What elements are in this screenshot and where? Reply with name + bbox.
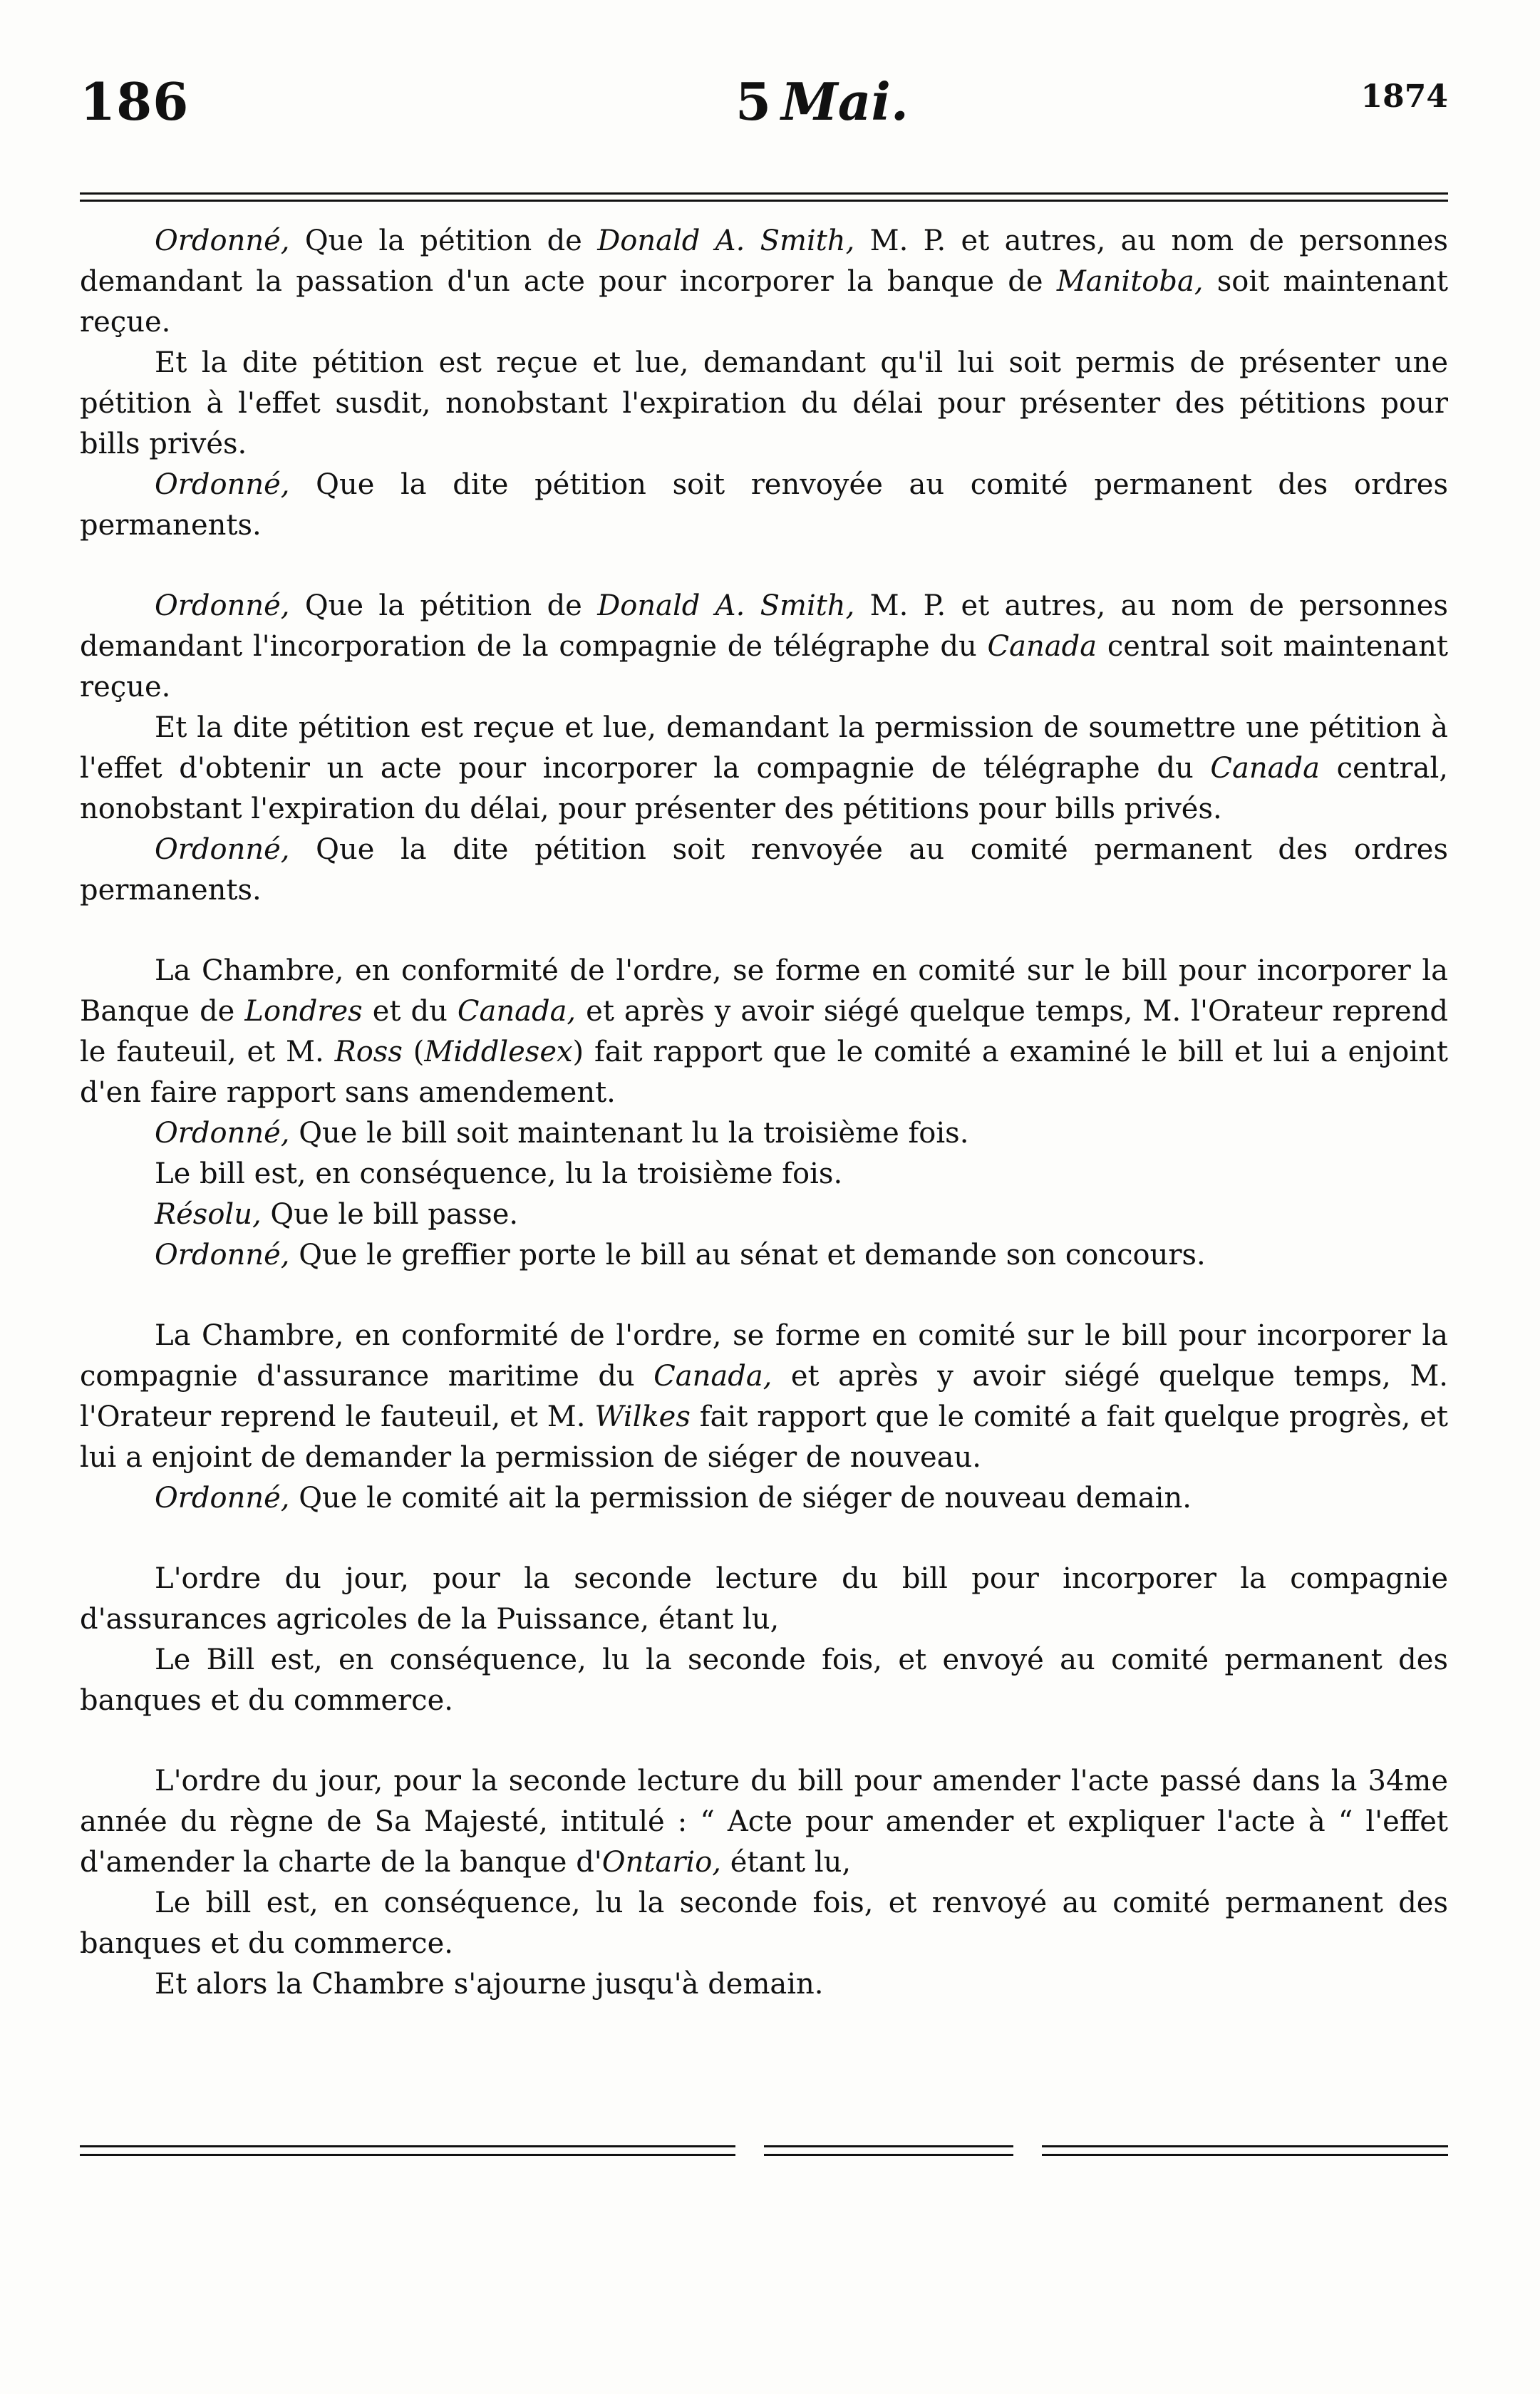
text-run: Le bill est, en conséquence, lu la seconde fois, et renvoyé au comité permanent des banques et du commerce.: [80, 1887, 1448, 1960]
text-run: M. P. et autres, au nom de personnes demandant la passation d'un acte pour incorporer la banque de: [80, 225, 1448, 298]
text-run: Le bill est, en conséquence, lu la troisième fois.: [155, 1157, 843, 1190]
entry-section: [80, 586, 1448, 911]
text-run: L'ordre du jour, pour la seconde lecture du bill pour incorporer la compagnie d'assurances agricoles de la Puissance, étant lu,: [80, 1562, 1448, 1636]
italic-text: Ordonné,: [155, 1482, 290, 1515]
header-rule: [80, 192, 1448, 195]
italic-text: Canada,: [653, 1360, 772, 1393]
text-run: Que la dite pétition soit renvoyée au comité permanent des ordres permanents.: [80, 833, 1448, 907]
text-run: Et la dite pétition est reçue et lue, demandant qu'il lui soit permis de présenter une pétition à l'effet susdit, nonobstant l'expiration du délai pour présenter des pétitions pour bills privés.: [80, 346, 1448, 460]
italic-text: Canada: [1210, 752, 1320, 785]
entry-paragraph: [80, 465, 1448, 546]
text-run: Que le bill passe.: [261, 1198, 519, 1231]
entry-paragraph: [80, 1964, 1448, 2005]
entry-paragraph: [80, 830, 1448, 911]
text-run: soit maintenant reçue.: [80, 265, 1448, 339]
journal-body: [80, 221, 1448, 2045]
entry-paragraph: [80, 1113, 1448, 1154]
entry-paragraph: [80, 1761, 1448, 1883]
entry-paragraph: [80, 1640, 1448, 1721]
entry-paragraph: [80, 1559, 1448, 1640]
entry-paragraph: [80, 1195, 1448, 1235]
text-run: Que le comité ait la permission de siéger de nouveau demain.: [289, 1482, 1192, 1515]
page-number: 186: [80, 71, 190, 132]
header-date: [735, 71, 909, 132]
text-run: L'ordre du jour, pour la seconde lecture du bill pour amender l'acte passé dans la 34me année du règne de Sa Majesté, intitulé : “ Acte pour amender et expliquer l'acte à “ l'effet d'amender la charte de la banque d': [80, 1765, 1448, 1879]
italic-text: Ordonné,: [155, 1117, 290, 1150]
text-run: Que la pétition de: [289, 225, 598, 257]
italic-text: Ontario,: [601, 1846, 721, 1879]
italic-text: Ordonné,: [155, 225, 290, 257]
text-run: ) fait rapport que le comité a examiné le bill et lui a enjoint d'en faire rapport sans amendement.: [80, 1036, 1448, 1109]
text-run: et du: [362, 995, 458, 1028]
footer-rule: [1042, 2145, 1448, 2147]
entry-paragraph: [80, 1154, 1448, 1195]
footer-rule: [80, 2145, 735, 2147]
italic-text: Wilkes: [594, 1400, 691, 1433]
entry-section: [80, 1559, 1448, 1721]
italic-text: Londres: [244, 995, 363, 1028]
entry-section: [80, 951, 1448, 1276]
text-run: Et alors la Chambre s'ajourne jusqu'à demain.: [155, 1968, 824, 2001]
entry-paragraph: [80, 343, 1448, 465]
header-rule: [80, 200, 1448, 202]
header-date-day: 5: [735, 71, 772, 132]
footer-rule: [80, 2154, 735, 2156]
text-run: et après y avoir siégé quelque temps, M. l'Orateur reprend le fauteuil, et M.: [80, 1360, 1448, 1433]
italic-text: Ordonné,: [155, 589, 290, 622]
text-run: (: [402, 1036, 425, 1068]
entry-section: [80, 1316, 1448, 1519]
entry-paragraph: [80, 1235, 1448, 1276]
italic-text: Middlesex: [424, 1036, 573, 1068]
italic-text: Ordonné,: [155, 833, 290, 866]
text-run: fait rapport que le comité a fait quelque progrès, et lui a enjoint de demander la permission de siéger de nouveau.: [80, 1400, 1449, 1474]
header-year: 1874: [1360, 78, 1448, 115]
text-run: Que le greffier porte le bill au sénat et demande son concours.: [289, 1239, 1206, 1271]
italic-text: Résolu,: [155, 1198, 262, 1231]
text-run: étant lu,: [720, 1846, 852, 1879]
italic-text: Ross: [334, 1036, 403, 1068]
footer-rules: [80, 2145, 1448, 2167]
text-run: Le Bill est, en conséquence, lu la seconde fois, et envoyé au comité permanent des banques et du commerce.: [80, 1644, 1448, 1717]
entry-paragraph: [80, 951, 1448, 1113]
italic-text: Ordonné,: [155, 1239, 290, 1271]
footer-rule: [764, 2154, 1013, 2156]
entry-paragraph: [80, 221, 1448, 343]
text-run: Et la dite pétition est reçue et lue, demandant la permission de soumettre une pétition à l'effet d'obtenir un acte pour incorporer la compagnie de télégraphe du: [80, 711, 1448, 785]
text-run: La Chambre, en conformité de l'ordre, se forme en comité sur le bill pour incorporer la Banque de: [80, 954, 1448, 1028]
text-run: M. P. et autres, au nom de personnes demandant l'incorporation de la compagnie de télégraphe du: [80, 589, 1448, 663]
text-run: Que la pétition de: [289, 589, 598, 622]
entry-paragraph: [80, 1478, 1448, 1519]
entry-paragraph: [80, 1316, 1448, 1478]
italic-text: Canada,: [457, 995, 577, 1028]
italic-text: Ordonné,: [155, 468, 290, 501]
entry-paragraph: [80, 586, 1448, 708]
italic-text: Donald A. Smith,: [597, 589, 855, 622]
entry-section: [80, 221, 1448, 546]
text-run: et après y avoir siégé quelque temps, M. l'Orateur reprend le fauteuil, et M.: [80, 995, 1449, 1068]
footer-rule: [764, 2145, 1013, 2147]
text-run: Que le bill soit maintenant lu la troisième fois.: [289, 1117, 969, 1150]
text-run: central soit maintenant reçue.: [80, 630, 1448, 703]
italic-text: Canada: [987, 630, 1097, 663]
entry-section: [80, 1761, 1448, 2005]
text-run: La Chambre, en conformité de l'ordre, se forme en comité sur le bill pour incorporer la compagnie d'assurance maritime du: [80, 1319, 1448, 1393]
text-run: central, nonobstant l'expiration du délai, pour présenter des pétitions pour bills privés.: [80, 752, 1448, 825]
text-run: Que la dite pétition soit renvoyée au comité permanent des ordres permanents.: [80, 468, 1448, 542]
italic-text: Manitoba,: [1056, 265, 1204, 298]
italic-text: Donald A. Smith,: [597, 225, 855, 257]
page-header: [80, 71, 1448, 150]
entry-paragraph: [80, 708, 1448, 830]
footer-rule: [1042, 2154, 1448, 2156]
entry-paragraph: [80, 1883, 1448, 1964]
header-date-month: Mai.: [781, 71, 909, 132]
